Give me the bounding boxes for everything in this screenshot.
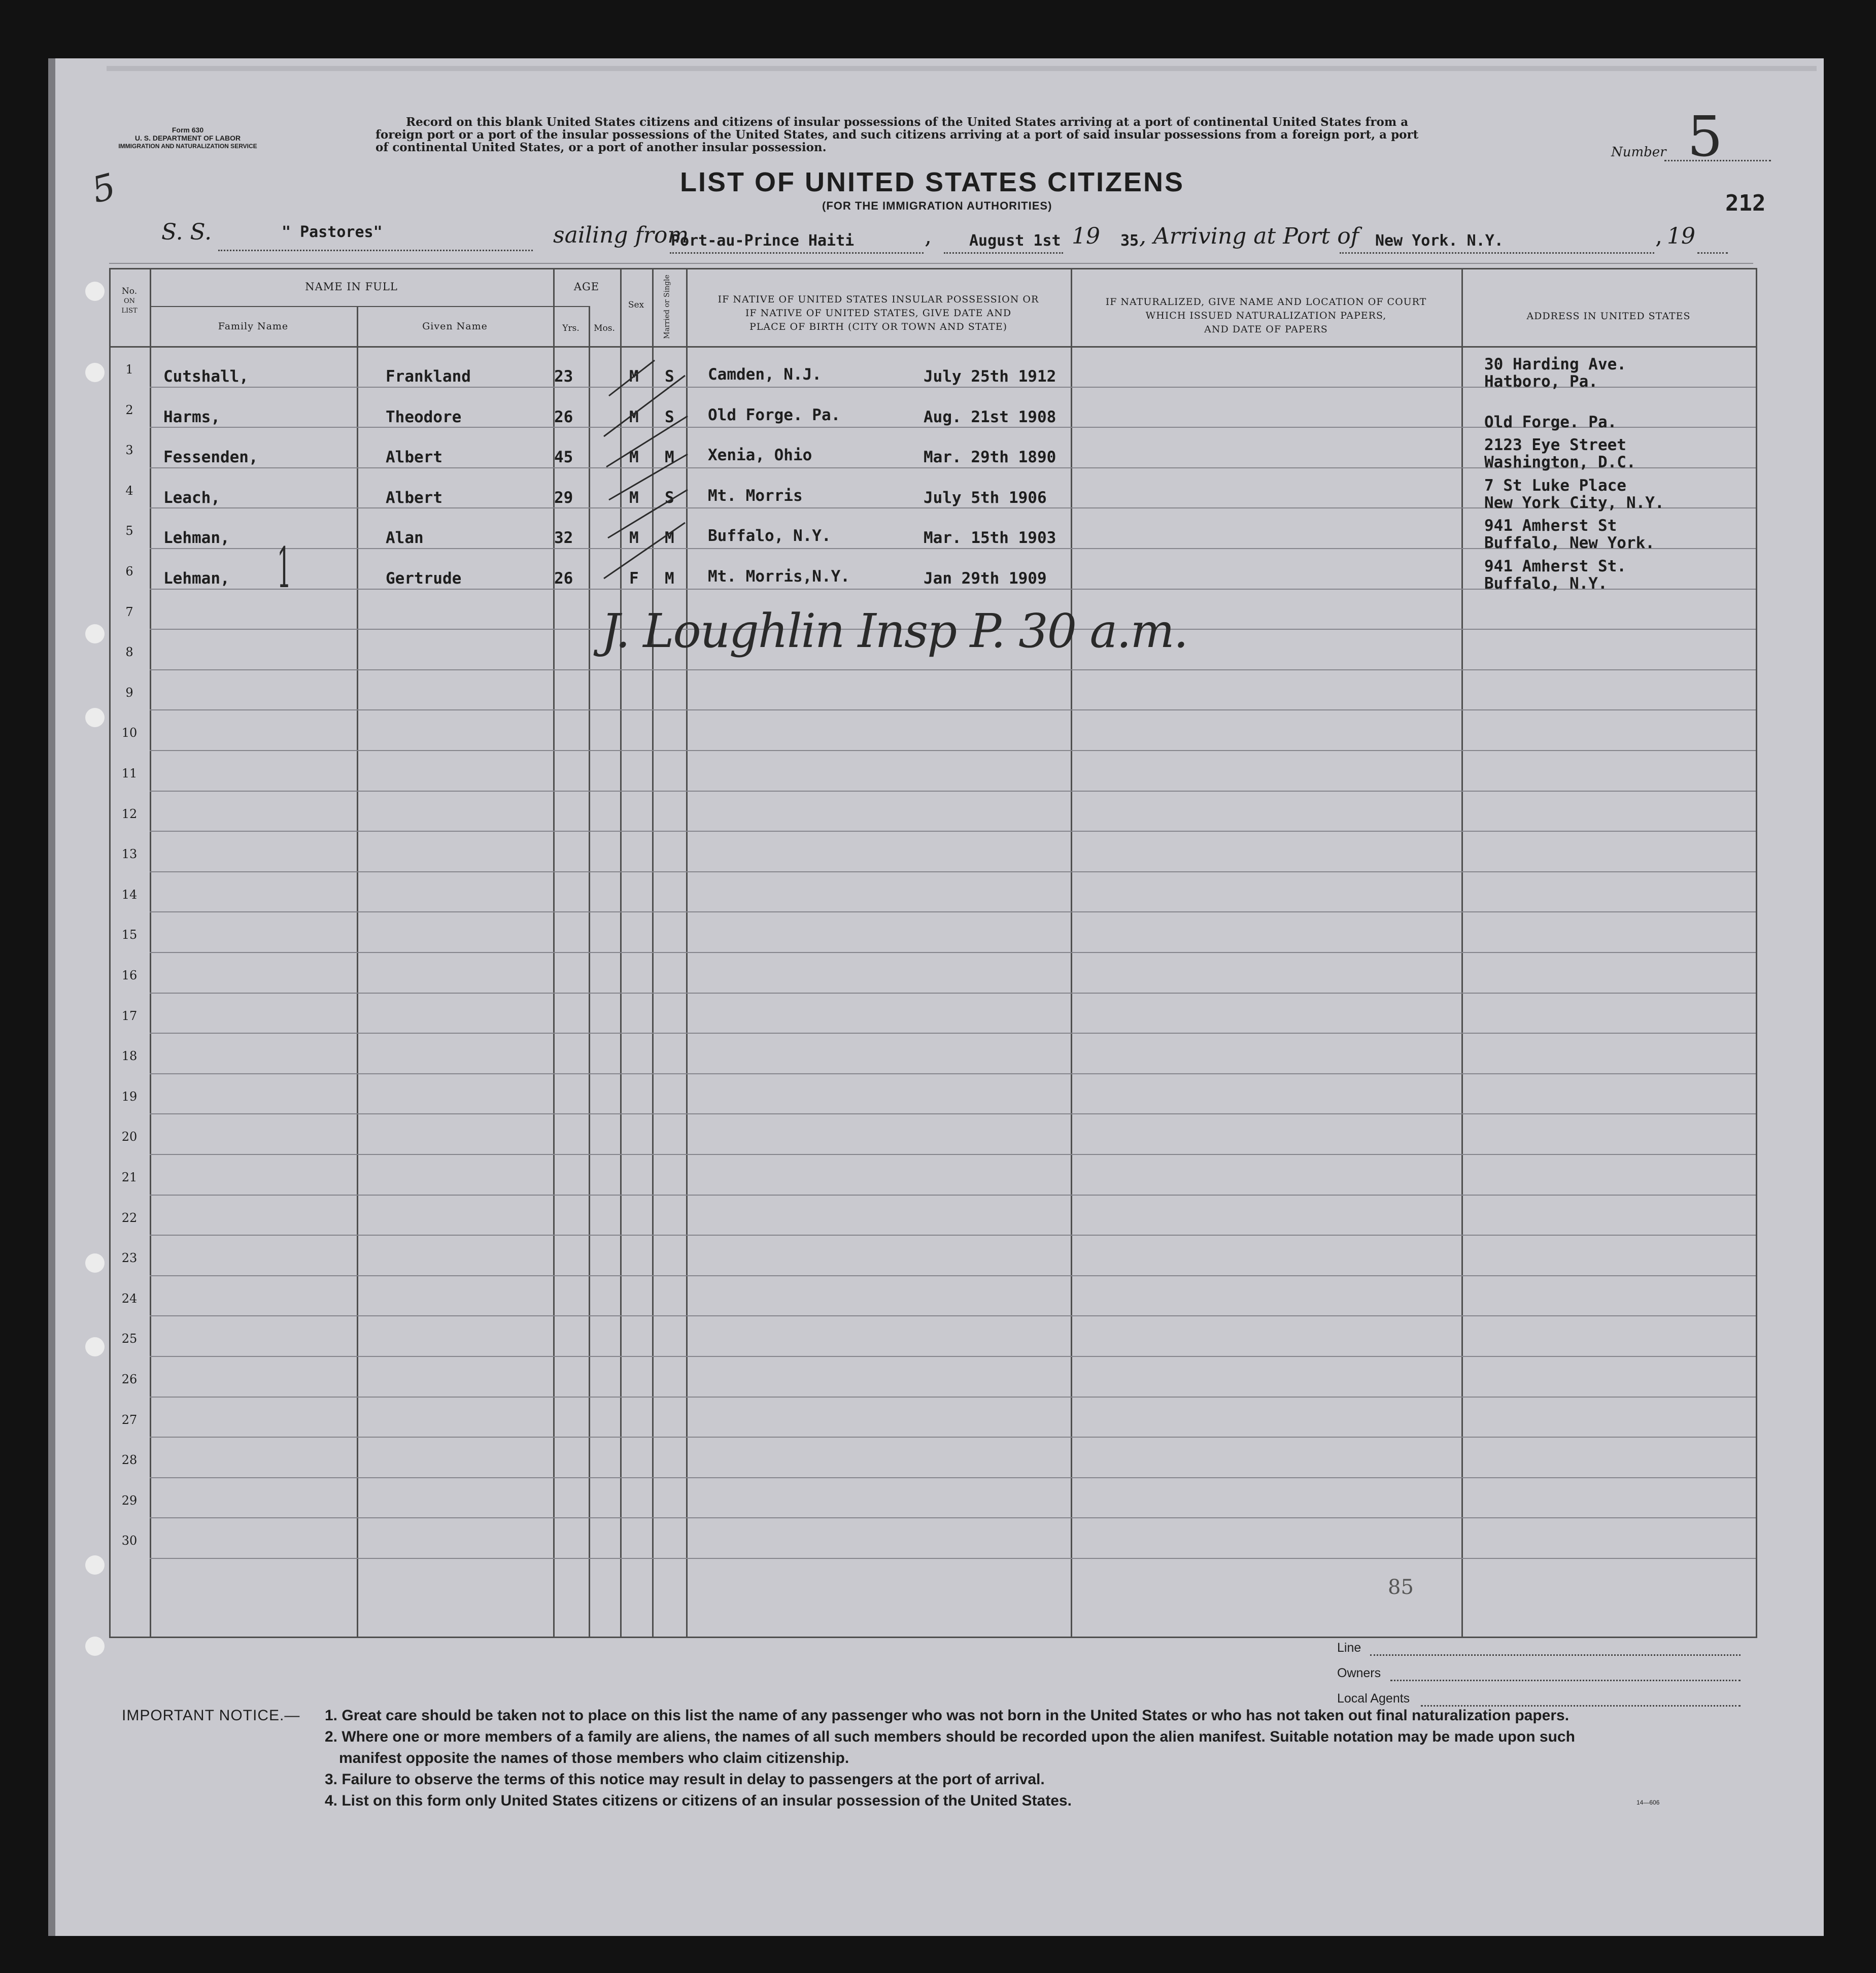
marital-status: M xyxy=(665,529,674,547)
row-number: 24 xyxy=(121,1291,138,1306)
year-suffix: 35 xyxy=(1120,232,1139,250)
address-line-1: 7 St Luke Place xyxy=(1484,477,1626,495)
col-header-family: Family Name xyxy=(218,321,289,332)
family-name: Cutshall, xyxy=(163,367,249,386)
birth-date: Jan 29th 1909 xyxy=(924,569,1047,588)
inspector-signature: J. Loughlin Insp P. 30 a.m. xyxy=(601,604,1188,658)
punch-hole xyxy=(85,1337,105,1356)
col-header-birth: IF NATIVE OF UNITED STATES INSULAR POSSESSION OR IF NATIVE OF UNITED STATES, GIVE DATE AND PLACE OF BIRTH (CITY OR TOWN AND STATE) xyxy=(718,294,1039,332)
marital-status: S xyxy=(665,367,674,386)
departure-date: August 1st xyxy=(969,232,1061,250)
birth-date: Mar. 29th 1890 xyxy=(924,448,1056,466)
address-line-2: New York City, N.Y. xyxy=(1484,494,1664,512)
row-rule xyxy=(150,791,1756,792)
comma: , xyxy=(925,223,932,249)
row-rule xyxy=(150,1195,1756,1196)
margin-mark: 5 xyxy=(87,165,120,212)
sex: M xyxy=(629,367,639,386)
row-number: 9 xyxy=(125,686,133,700)
family-name: Fessenden, xyxy=(163,448,258,466)
punch-hole xyxy=(85,1555,105,1575)
line-field: Line xyxy=(1337,1641,1361,1655)
row-number: 17 xyxy=(121,1009,138,1023)
row-rule xyxy=(150,1437,1756,1438)
row-rule xyxy=(150,750,1756,751)
row-rule xyxy=(150,1477,1756,1478)
address-line-1: 941 Amherst St. xyxy=(1484,557,1626,575)
row-number: 28 xyxy=(121,1453,138,1467)
punch-hole xyxy=(85,708,105,727)
second-year-prefix: 19 xyxy=(1667,223,1695,249)
important-notice-title: IMPORTANT NOTICE.— xyxy=(122,1707,300,1724)
row-rule xyxy=(150,911,1756,912)
owners-field: Owners xyxy=(1337,1666,1381,1680)
address-line-2: Washington, D.C. xyxy=(1484,453,1636,471)
row-rule xyxy=(150,1235,1756,1236)
row-number: 23 xyxy=(121,1251,138,1265)
row-rule xyxy=(150,952,1756,953)
arrival-port: New York. N.Y. xyxy=(1375,232,1504,250)
number-value: 5 xyxy=(1687,104,1723,169)
row-number: 11 xyxy=(121,766,138,780)
owners-field-line xyxy=(1390,1680,1741,1681)
row-number: 27 xyxy=(121,1413,138,1427)
given-name: Theodore xyxy=(386,408,462,426)
row-number: 4 xyxy=(125,484,133,498)
punch-hole xyxy=(85,1637,105,1656)
sex: M xyxy=(629,448,639,466)
age-years: 26 xyxy=(554,569,573,588)
birth-place: Mt. Morris xyxy=(708,487,803,505)
birth-date: July 5th 1906 xyxy=(924,489,1047,507)
col-header-name: NAME IN FULL xyxy=(305,281,398,293)
row-rule xyxy=(150,1275,1756,1276)
row-rule xyxy=(150,1113,1756,1114)
row-rule xyxy=(150,1033,1756,1034)
row-number: 14 xyxy=(121,888,138,902)
ss-label: S. S. xyxy=(161,219,212,245)
row-number: 8 xyxy=(125,645,133,659)
col-header-given: Given Name xyxy=(422,321,488,332)
row-number: 1 xyxy=(125,362,133,377)
given-name: Gertrude xyxy=(386,569,462,588)
given-name: Albert xyxy=(386,448,442,466)
row-number: 10 xyxy=(121,726,138,740)
age-years: 26 xyxy=(554,408,573,426)
row-number: 3 xyxy=(125,443,133,457)
col-line xyxy=(1071,268,1072,1638)
col-line xyxy=(357,306,358,1638)
address-line-2: Old Forge. Pa. xyxy=(1484,413,1617,431)
birth-place: Xenia, Ohio xyxy=(708,446,812,464)
birth-place: Old Forge. Pa. xyxy=(708,406,841,424)
sex: M xyxy=(629,408,639,426)
arrival-line xyxy=(1340,252,1654,254)
marital-status: M xyxy=(665,448,674,466)
birth-date: July 25th 1912 xyxy=(924,367,1056,386)
birth-date: Mar. 15th 1903 xyxy=(924,529,1056,547)
comma: , xyxy=(1655,223,1662,249)
col-line xyxy=(1461,268,1463,1638)
ship-name: " Pastores" xyxy=(282,223,383,241)
sex: M xyxy=(629,489,639,507)
family-name: Leach, xyxy=(163,489,220,507)
address-line-1: 2123 Eye Street xyxy=(1484,436,1626,454)
col-header-address: ADDRESS IN UNITED STATES xyxy=(1526,311,1691,322)
row-rule xyxy=(150,1315,1756,1316)
marital-status: S xyxy=(665,489,674,507)
col-header-mos: Mos. xyxy=(594,323,615,333)
page-stamp: 212 xyxy=(1725,190,1766,216)
age-years: 32 xyxy=(554,529,573,547)
date-line xyxy=(944,252,1063,254)
line-field-line xyxy=(1370,1654,1741,1656)
row-rule xyxy=(150,1397,1756,1398)
col-line xyxy=(553,268,555,1638)
given-name: Alan xyxy=(386,529,424,547)
row-number: 25 xyxy=(121,1332,138,1346)
second-year-line xyxy=(1697,252,1728,254)
row-number: 13 xyxy=(121,847,138,861)
departure-line xyxy=(670,252,924,254)
row-rule xyxy=(150,831,1756,832)
row-number: 5 xyxy=(125,524,133,538)
address-line-2: Buffalo, N.Y. xyxy=(1484,574,1608,593)
year-prefix: 19 xyxy=(1072,223,1100,249)
row-rule xyxy=(150,1356,1756,1357)
row-number: 2 xyxy=(125,403,133,417)
row-number: 21 xyxy=(121,1170,138,1184)
ship-line xyxy=(218,250,533,251)
number-label: Number xyxy=(1611,145,1666,160)
age-years: 29 xyxy=(554,489,573,507)
row-number: 6 xyxy=(125,564,133,579)
family-name: Lehman, xyxy=(163,569,230,588)
row-number: 30 xyxy=(121,1534,138,1548)
family-name: Harms, xyxy=(163,408,220,426)
col-header-age: AGE xyxy=(573,281,600,293)
table-top xyxy=(109,268,1756,269)
row-number: 12 xyxy=(121,807,138,821)
departure-port: Port-au-Prince Haiti xyxy=(671,232,855,250)
form-identifier: Form 630 U. S. DEPARTMENT OF LABOR IMMIGRATION AND NATURALIZATION SERVICE xyxy=(118,126,257,150)
given-name: Frankland xyxy=(386,367,471,386)
row-rule xyxy=(150,1154,1756,1155)
printer-rule xyxy=(109,263,1753,264)
row-number: 16 xyxy=(121,968,138,982)
col-header-naturalized: IF NATURALIZED, GIVE NAME AND LOCATION OF COURT WHICH ISSUED NATURALIZATION PAPERS, AND DATE OF PAPERS xyxy=(1105,296,1427,335)
birth-place: Mt. Morris,N.Y. xyxy=(708,567,850,586)
col-header-no: No. ON LIST xyxy=(121,286,138,315)
sailing-from-label: sailing from xyxy=(553,222,689,248)
punch-hole xyxy=(85,1253,105,1273)
table-bottom xyxy=(109,1637,1756,1638)
col-line xyxy=(109,268,111,1638)
row-number: 18 xyxy=(121,1049,138,1063)
form-instructions: Record on this blank United States citizens and citizens of insular possessions of the United States arriving at a port of continental United States from a foreign port or a port of the insular possessions of the United States, and such citizens arriving at a port of said insular possessions from a foreign port, a port of continental United States, or a port of another insular possession. xyxy=(376,115,1419,154)
age-years: 45 xyxy=(554,448,573,466)
page-title: LIST OF UNITED STATES CITIZENS xyxy=(680,167,1184,197)
col-line xyxy=(150,268,151,1638)
marital-status: S xyxy=(665,408,674,426)
row-number: 22 xyxy=(121,1211,138,1225)
punch-hole xyxy=(85,624,105,643)
row-number: 15 xyxy=(121,928,138,942)
row-rule xyxy=(150,993,1756,994)
header-bottom xyxy=(109,346,1756,348)
punch-hole xyxy=(85,282,105,301)
col-header-married: Married or Single xyxy=(663,275,671,339)
row-rule xyxy=(150,1558,1756,1559)
address-line-1: 30 Harding Ave. xyxy=(1484,355,1626,373)
col-line xyxy=(589,306,590,1638)
row-number: 29 xyxy=(121,1493,138,1508)
row-rule xyxy=(150,709,1756,710)
header-divider xyxy=(150,306,590,307)
birth-place: Buffalo, N.Y. xyxy=(708,527,831,545)
punch-hole xyxy=(85,363,105,382)
col-line xyxy=(1756,268,1757,1638)
agents-field: Local Agents xyxy=(1337,1691,1410,1706)
address-line-1: 941 Amherst St xyxy=(1484,517,1617,535)
row-rule xyxy=(150,1517,1756,1518)
marital-status: M xyxy=(665,569,674,588)
row-number: 20 xyxy=(121,1130,138,1144)
row-number: 26 xyxy=(121,1372,138,1386)
page-subtitle: (FOR THE IMMIGRATION AUTHORITIES) xyxy=(822,199,1052,212)
age-years: 23 xyxy=(554,367,573,386)
address-line-2: Buffalo, New York. xyxy=(1484,534,1655,552)
sex: F xyxy=(629,569,639,588)
address-line-2: Hatboro, Pa. xyxy=(1484,372,1598,391)
row-rule xyxy=(150,1073,1756,1074)
handwritten-tick: 1 xyxy=(277,535,291,600)
col-header-sex: Sex xyxy=(628,300,644,310)
row-rule xyxy=(150,871,1756,872)
page-number-stamp: 85 xyxy=(1388,1576,1414,1599)
given-name: Albert xyxy=(386,489,442,507)
row-number: 19 xyxy=(121,1090,138,1104)
birth-date: Aug. 21st 1908 xyxy=(924,408,1056,426)
row-number: 7 xyxy=(125,605,133,619)
row-rule xyxy=(150,669,1756,670)
sheet-edge xyxy=(107,66,1817,71)
arriving-label: , Arriving at Port of xyxy=(1139,223,1359,249)
row-strike-marks xyxy=(599,355,700,604)
family-name: Lehman, xyxy=(163,529,230,547)
col-header-yrs: Yrs. xyxy=(562,323,579,333)
important-notice: 1. Great care should be taken not to place on this list the name of any passenger who was not born in the United States or who has not taken out final naturalization papers. 2. Where one or more members of a family are aliens, the names of all such members should be recorded upon the alien manifest. Suitable notation may be made upon such manifest opposite the names of those members who claim citizenship. 3. Failure to observe the terms of this notice may result in delay to passengers at the port of arrival. 4. List on this form only United States citizens or citizens of an insular possession of the United States. xyxy=(325,1707,1575,1809)
sex: M xyxy=(629,529,639,547)
birth-place: Camden, N.J. xyxy=(708,365,822,384)
form-code: 14—606 xyxy=(1636,1799,1660,1806)
